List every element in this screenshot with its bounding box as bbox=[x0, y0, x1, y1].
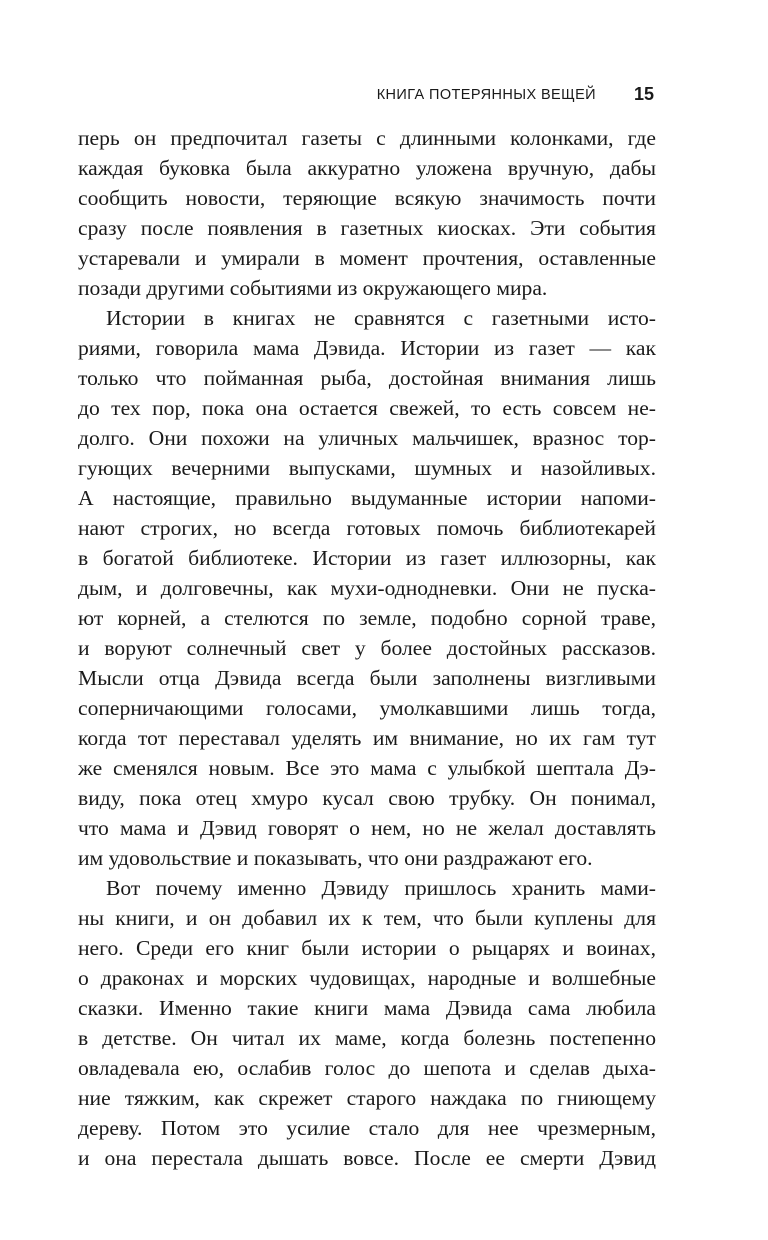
text-line: в богатой библиотеке. Истории из газет иллюзорны, как bbox=[78, 546, 656, 570]
text-line: в детстве. Он читал их маме, когда болезнь постепенно bbox=[78, 1026, 656, 1050]
text-line: риями, говорила мама Дэвида. Истории из газет — как bbox=[78, 336, 656, 360]
body-text bbox=[78, 123, 656, 1173]
text-line: гующих вечерними выпусками, шумных и назойливых. bbox=[78, 456, 656, 480]
text-line: долго. Они похожи на уличных мальчишек, вразнос тор- bbox=[78, 426, 656, 450]
text-line: ют корней, а стелются по земле, подобно сорной траве, bbox=[78, 606, 656, 630]
text-line: дым, и долговечны, как мухи-однодневки. Они не пуска- bbox=[78, 576, 656, 600]
text-line: А настоящие, правильно выдуманные истории напоми- bbox=[78, 486, 656, 510]
text-line: только что пойманная рыба, достойная внимания лишь bbox=[78, 366, 656, 390]
text-line: им удовольствие и показывать, что они раздражают его. bbox=[78, 846, 593, 870]
text-line: Истории в книгах не сравнятся с газетными исто- bbox=[106, 306, 656, 330]
text-line: Мысли отца Дэвида всегда были заполнены визгливыми bbox=[78, 666, 656, 690]
text-line: Вот почему именно Дэвиду пришлось хранить мами- bbox=[106, 876, 656, 900]
text-line: сказки. Именно такие книги мама Дэвида сама любила bbox=[78, 996, 656, 1020]
text-line: овладевала ею, ослабив голос до шепота и сделав дыха- bbox=[78, 1056, 656, 1080]
text-line: соперничающими голосами, умолкавшими лишь тогда, bbox=[78, 696, 656, 720]
paragraph bbox=[78, 303, 656, 873]
text-line: когда тот переставал уделять им внимание, но их гам тут bbox=[78, 726, 656, 750]
page-number: 15 bbox=[633, 84, 654, 104]
text-line: ны книги, и он добавил их к тем, что были куплены для bbox=[78, 906, 656, 930]
text-line: и воруют солнечный свет у более достойных рассказов. bbox=[78, 636, 656, 660]
text-line: сообщить новости, теряющие всякую значимость почти bbox=[78, 186, 656, 210]
text-line: до тех пор, пока она остается свежей, то есть совсем не- bbox=[78, 396, 656, 420]
text-line: устаревали и умирали в момент прочтения, оставленные bbox=[78, 246, 656, 270]
text-line: виду, пока отец хмуро кусал свою трубку. Он понимал, bbox=[78, 786, 656, 810]
text-line: ние тяжким, как скрежет старого наждака по гниющему bbox=[78, 1086, 656, 1110]
running-title: КНИГА ПОТЕРЯННЫХ ВЕЩЕЙ bbox=[376, 87, 596, 103]
text-line: позади другими событиями из окружающего мира. bbox=[78, 276, 548, 300]
text-line: дереву. Потом это усилие стало для нее чрезмерным, bbox=[78, 1116, 656, 1140]
text-line: что мама и Дэвид говорят о нем, но не желал доставлять bbox=[78, 816, 656, 840]
text-line: и она перестала дышать вовсе. После ее смерти Дэвид bbox=[78, 1146, 656, 1170]
text-line: него. Среди его книг были истории о рыцарях и воинах, bbox=[78, 936, 656, 960]
text-line: о драконах и морских чудовищах, народные и волшебные bbox=[78, 966, 656, 990]
paragraph bbox=[78, 123, 656, 303]
running-header bbox=[78, 84, 656, 108]
text-line: перь он предпочитал газеты с длинными колонками, где bbox=[78, 126, 656, 150]
text-line: же сменялся новым. Все это мама с улыбкой шептала Дэ- bbox=[78, 756, 656, 780]
text-line: каждая буковка была аккуратно уложена вручную, дабы bbox=[78, 156, 656, 180]
paragraph bbox=[78, 873, 656, 1173]
text-line: сразу после появления в газетных киосках. Эти события bbox=[78, 216, 656, 240]
text-line: нают строгих, но всегда готовых помочь библиотекарей bbox=[78, 516, 656, 540]
